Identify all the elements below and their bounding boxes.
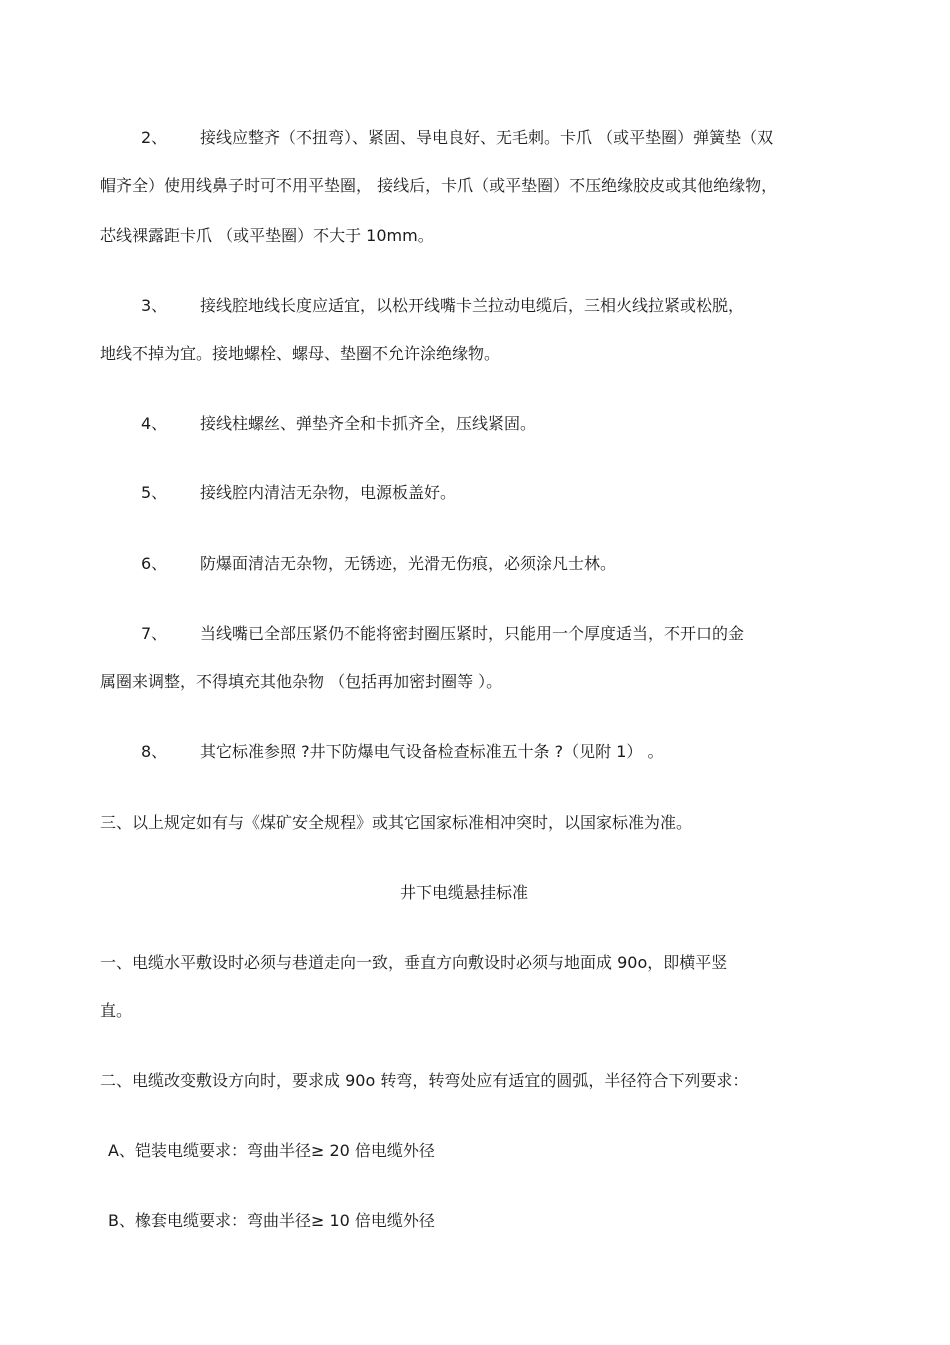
item-text-line: 防爆面清洁无杂物，无锈迹，光滑无伤痕，必须涂凡士林。: [200, 554, 617, 573]
item-number: 4、: [141, 414, 168, 433]
paragraph: 二、电缆改变敷设方向时，要求成 90o 转弯，转弯处应有适宜的圆弧，半径符合下列要求：: [100, 1071, 749, 1090]
item-text-line: 芯线裸露距卡爪 （或平垫圈）不大于 10mm。: [100, 226, 434, 245]
item-number: 2、: [141, 128, 168, 147]
paragraph-line: 直。: [100, 1001, 133, 1020]
item-number: 3、: [141, 296, 168, 315]
item-text-line: 其它标准参照 ?井下防爆电气设备检查标准五十条 ?（见附 1） 。: [200, 742, 664, 761]
requirement-item: B、橡套电缆要求：弯曲半径≥ 10 倍电缆外径: [108, 1211, 435, 1230]
item-text-line: 帽齐全）使用线鼻子时可不用平垫圈， 接线后，卡爪（或平垫圈）不压绝缘胶皮或其他绝缘物，: [100, 176, 778, 195]
paragraph-line: 一、电缆水平敷设时必须与巷道走向一致，垂直方向敷设时必须与地面成 90o，即横平竖: [100, 953, 728, 972]
item-text-line: 当线嘴已全部压紧仍不能将密封圈压紧时，只能用一个厚度适当，不开口的金: [200, 624, 745, 643]
item-number: 8、: [141, 742, 168, 761]
item-text-line: 接线柱螺丝、弹垫齐全和卡抓齐全，压线紧固。: [200, 414, 537, 433]
item-text-line: 接线腔内清洁无杂物，电源板盖好。: [200, 483, 457, 502]
section-paragraph: 三、以上规定如有与《煤矿安全规程》或其它国家标准相冲突时，以国家标准为准。: [100, 813, 693, 832]
section-title: 井下电缆悬挂标准: [400, 883, 529, 902]
item-text-line: 地线不掉为宜。接地螺栓、螺母、垫圈不允许涂绝缘物。: [100, 344, 501, 363]
item-number: 6、: [141, 554, 168, 573]
requirement-item: A、铠装电缆要求：弯曲半径≥ 20 倍电缆外径: [108, 1141, 435, 1160]
item-number: 5、: [141, 483, 168, 502]
item-text-line: 接线应整齐（不扭弯）、紧固、导电良好、无毛刺。卡爪 （或平垫圈）弹簧垫（双: [200, 128, 774, 147]
item-text-line: 接线腔地线长度应适宜，以松开线嘴卡兰拉动电缆后，三相火线拉紧或松脱，: [200, 296, 745, 315]
item-text-line: 属圈来调整，不得填充其他杂物 （包括再加密封圈等 ）。: [100, 672, 503, 691]
item-number: 7、: [141, 624, 168, 643]
